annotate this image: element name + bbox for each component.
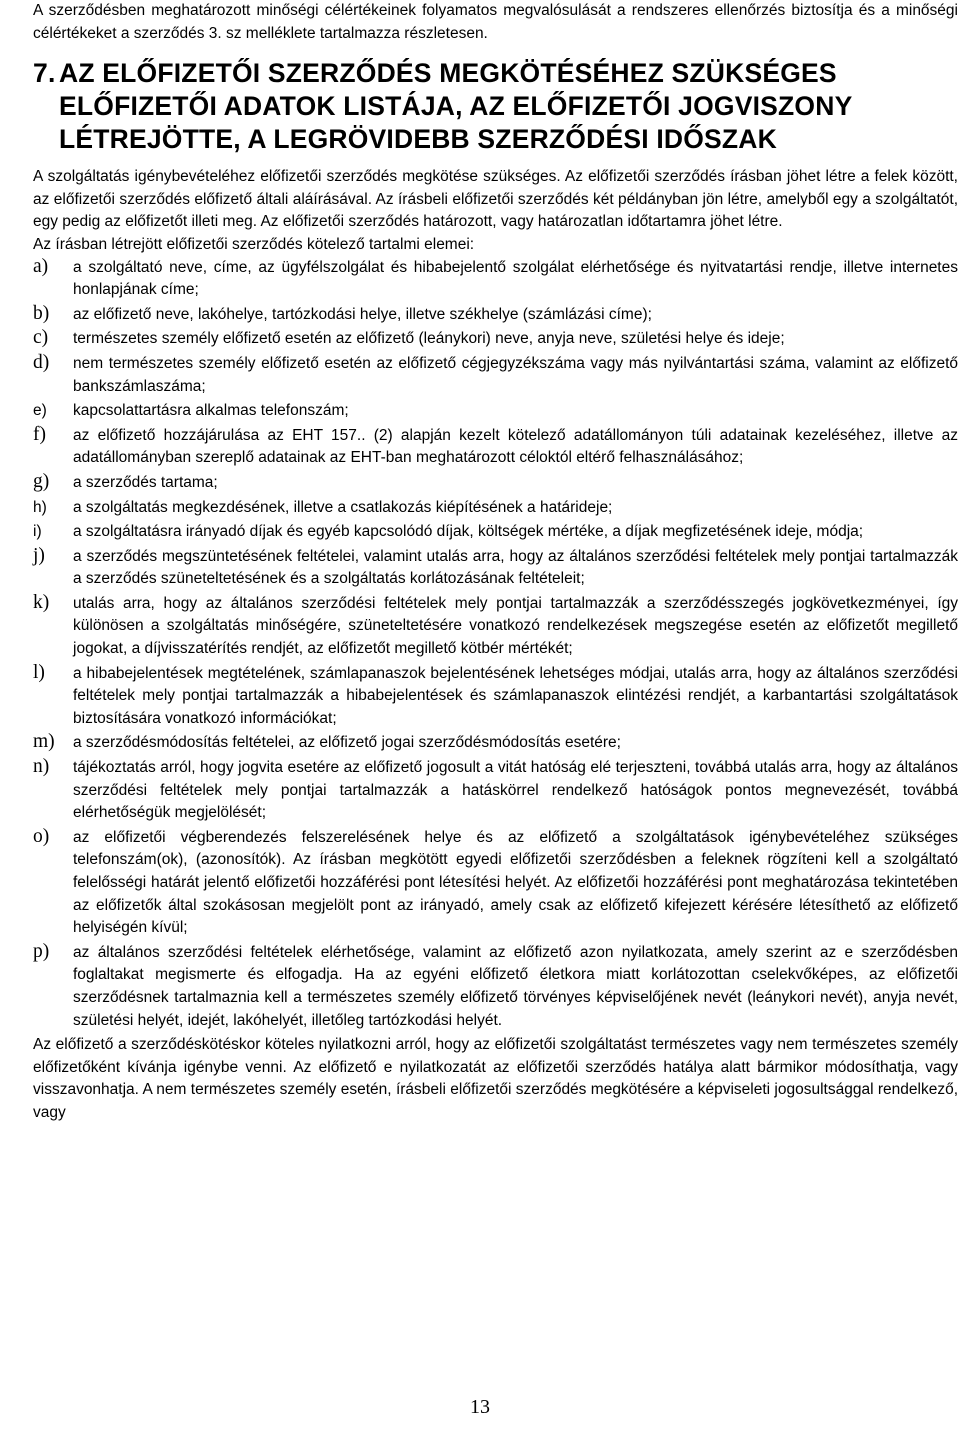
list-item <box>33 328 958 351</box>
heading-title-line-1: AZ ELŐFIZETŐI SZERZŐDÉS MEGKÖTÉSÉHEZ SZÜKSÉGES <box>59 58 837 89</box>
closing-paragraph: Az előfizető a szerződéskötéskor köteles nyilatkozni arról, hogy az előfizetői szolgáltatást természetes vagy nem természetes személy előfizetőként kívánja igénybe venni. Az előfizető e nyilatkozatát az előfizetői szerződés hatálya alatt bármikor módosíthatja, vagy visszavonhatja. A nem természetes személy esetén, írásbeli előfizetői szerződés megkötésére a képviseleti jogosultsággal rendelkező, vagy <box>33 1036 958 1121</box>
item-letter: f) <box>33 423 46 445</box>
item-text: tájékoztatás arról, hogy jogvita esetére az előfizető jogosult a vitát hatóság elé terjeszteni, továbbá utalás arra, hogy az általános szerződési feltételek mely pontjai tartalmazzák a hatáskörrel rendelkező hatóságok pontos megnevezését, továbbá elérhetőségük megjelölését; <box>73 759 958 822</box>
item-text: az előfizető hozzájárulása az EHT 157.. (2) alapján kezelt kötelező adatállományon túli adatainak kezeléséhez, illetve az adatállományban szereplő adatainak az EHT-ban meghatározott céloktól eltérő felhasználásához; <box>73 426 958 467</box>
item-letter: l) <box>33 661 45 683</box>
item-letter: e) <box>33 402 47 420</box>
section-number: 7. <box>33 58 56 89</box>
list-item <box>33 472 958 495</box>
list-item <box>33 304 958 327</box>
item-letter: p) <box>33 940 50 962</box>
item-letter: o) <box>33 825 50 847</box>
item-text: a szolgáltatásra irányadó díjak és egyéb kapcsolódó díjak, költségek mértéke, a díjak megfizetésének ideje, módja; <box>73 523 864 541</box>
heading-title-line-3: LÉTREJÖTTE, A LEGRÖVIDEBB SZERZŐDÉSI IDŐSZAK <box>59 124 777 155</box>
content-elements-list <box>33 257 958 1033</box>
item-letter: k) <box>33 591 50 613</box>
heading-line-1 <box>33 57 958 90</box>
item-letter: i) <box>33 523 42 541</box>
item-letter: n) <box>33 756 50 778</box>
item-letter: b) <box>33 302 50 324</box>
item-text: a szolgáltatás megkezdésének, illetve a csatlakozás kiépítésének a határideje; <box>73 498 613 516</box>
item-letter: h) <box>33 498 47 516</box>
list-item <box>33 593 958 661</box>
heading-title-line-2: ELŐFIZETŐI ADATOK LISTÁJA, AZ ELŐFIZETŐI JOGVISZONY <box>59 91 853 122</box>
item-letter: a) <box>33 255 49 277</box>
list-intro: Az írásban létrejött előfizetői szerződés kötelező tartalmi elemei: <box>33 235 475 253</box>
item-text: a szolgáltató neve, címe, az ügyfélszolgálat és hibabejelentő szolgálat elérhetősége és nyitvatartási rendje, illetve internetes honlapjának címe; <box>73 258 958 299</box>
list-item <box>33 425 958 470</box>
list-item <box>33 497 958 520</box>
item-letter: c) <box>33 327 49 349</box>
item-text: nem természetes személy előfizető esetén az előfizető cégjegyzékszáma vagy más nyilvántartási száma, valamint az előfizető bankszámlaszáma; <box>73 354 958 395</box>
item-text: a szerződésmódosítás feltételei, az előfizető jogai szerződésmódosítás esetére; <box>73 734 621 752</box>
item-text: kapcsolattartásra alkalmas telefonszám; <box>73 402 349 420</box>
list-item <box>33 663 958 731</box>
list-item <box>33 400 958 423</box>
item-text: utalás arra, hogy az általános szerződési feltételek mely pontjai tartalmazzák a szerződésszegés jogkövetkezményei, így különösen a szolgáltatás minőségére, szüneteltetésére vonatkozó rendelkezések megszegése esetén az előfizetőt megillető jogokat, a díjvisszatérítés rendjét, az előfizetőt megillető kötbér mértékét; <box>73 594 958 658</box>
intro-paragraph: A szolgáltatás igénybevételéhez előfizetői szerződés megkötése szükséges. Az előfizetői szerződés írásban jöhet létre a felek között, az előfizetői szerződés előfizető általi aláírásával. Az írásbeli előfizetői szerződés két példányban jön létre, amelyből egy a szolgáltatót, egy pedig az előfizetőt illeti meg. Az előfizetői szerződés határozott, vagy határozatlan időtartamra jöhet létre. <box>33 168 958 231</box>
list-item <box>33 353 958 398</box>
item-letter: j) <box>33 544 45 566</box>
item-text: a szerződés tartama; <box>73 473 218 491</box>
item-letter: m) <box>33 731 55 753</box>
top-paragraph: A szerződésben meghatározott minőségi célértékeinek folyamatos megvalósulását a rendszeres ellenőrzés biztosítja és a minőségi célértékeket a szerződés 3. sz melléklete tartalmazza részletesen. <box>33 2 958 42</box>
item-text: a hibabejelentések megtételének, számlapanaszok bejelentésének lehetséges módjai, utalás arra, hogy az általános szerződési feltételek mely pontjai tartalmazzák a hibabejelentések és számlapanaszok elintézési rendjét, a karbantartási szolgáltatások biztosítására vonatkozó információkat; <box>73 664 958 727</box>
section-heading <box>33 57 958 156</box>
list-item <box>33 942 958 1032</box>
page-number: 13 <box>470 1396 490 1418</box>
list-item <box>33 257 958 302</box>
item-letter: d) <box>33 351 50 373</box>
item-text: az általános szerződési feltételek elérhetősége, valamint az előfizető azon nyilatkozata, amely szerint az e szerződésben foglaltakat megismerte és elfogadja. Ha az egyéni előfizető életkora miatt korlátozottan cselekvőképes, az előfizetői szerződésnek tartalmaznia kell a természetes személy előfizető törvényes képviselőjének nevét (leánykori nevét), anyja nevét, születési helyét, idejét, lakóhelyét, illetőleg tartózkodási helyét. <box>73 943 958 1029</box>
list-item <box>33 521 958 544</box>
item-text: az előfizető neve, lakóhelye, tartózkodási helye, illetve székhelye (számlázási címe); <box>73 305 652 323</box>
item-text: az előfizetői végberendezés felszerelésének helye és az előfizető a szolgáltatások igénybevételéhez szükséges telefonszám(ok), (azonosítók). Az írásban megkötött egyedi előfizetői szerződésben a feleknek rögzíteni kell a szolgáltató felelősségi határát jelentő előfizetői hozzáférési pont létesítési helyét. Az előfizetői hozzáférési pont meghatározása tekintetében az előfizetők által szokásosan megjelölt pont az irányadó, amely csak az előfizető kifejezett kérésére létesíthető az előfizető helyiségén kívül; <box>73 828 958 937</box>
list-item <box>33 546 958 591</box>
list-item <box>33 757 958 825</box>
item-text: természetes személy előfizető esetén az előfizető (leánykori) neve, anyja neve, születési helye és ideje; <box>73 330 785 348</box>
document-page <box>33 0 958 1125</box>
item-text: a szerződés megszüntetésének feltételei, valamint utalás arra, hogy az általános szerződési feltételek mely pontjai tartalmazzák a szerződés szüneteltetésének és a szolgáltatás korlátozásának feltételeit; <box>73 547 958 588</box>
item-letter: g) <box>33 470 50 492</box>
list-item <box>33 827 958 940</box>
list-item <box>33 732 958 755</box>
